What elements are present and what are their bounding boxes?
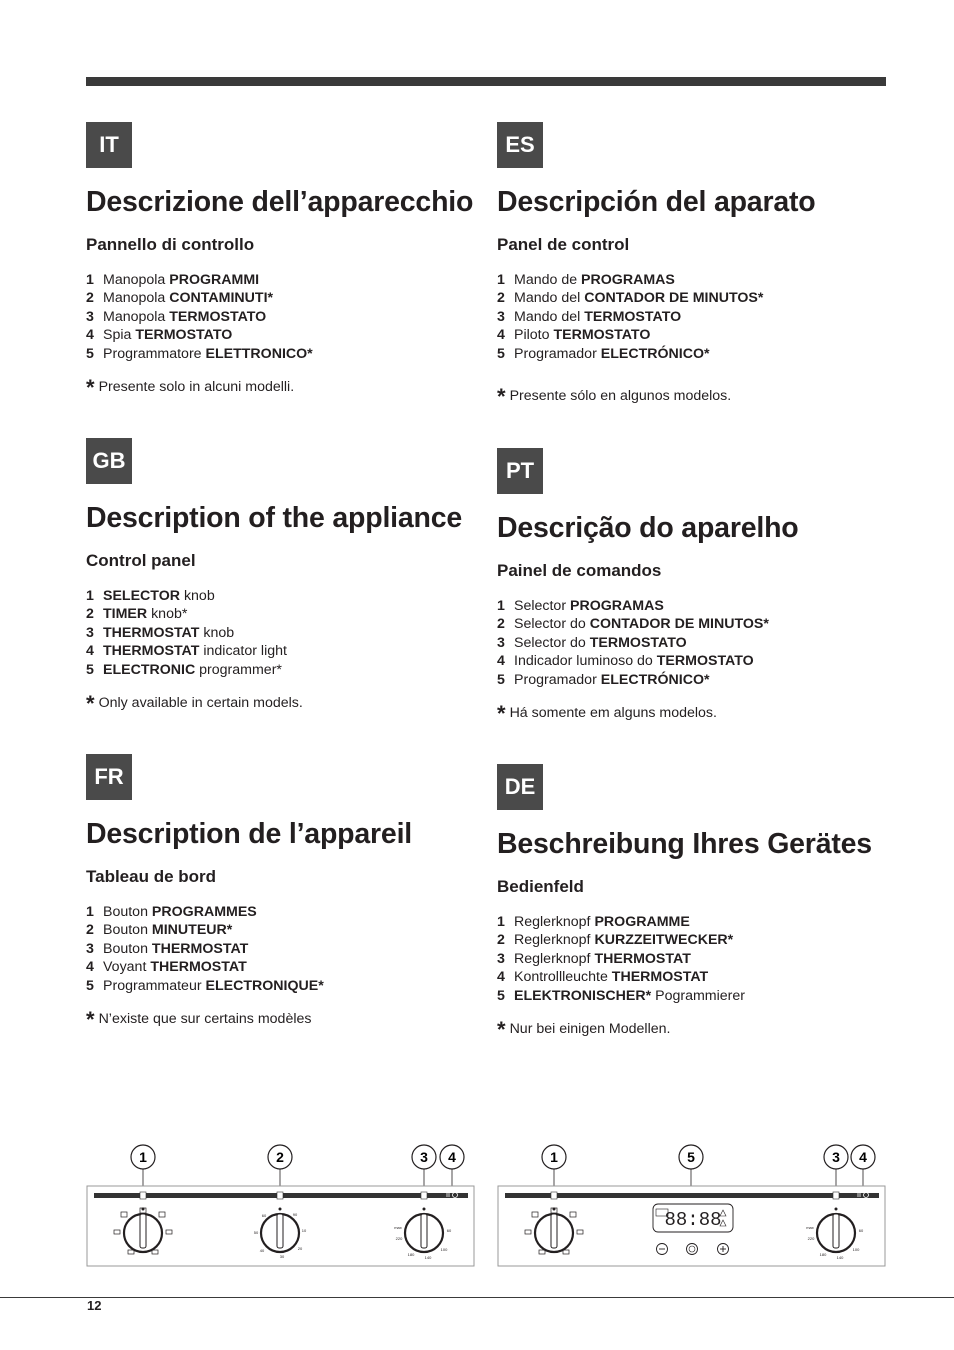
minus-button-icon bbox=[657, 1244, 668, 1255]
footnote: * Nur bei einigen Modellen. bbox=[497, 1017, 671, 1042]
list-item bbox=[497, 326, 763, 344]
item-keyword: ELECTRÓNICO* bbox=[600, 671, 710, 688]
item-text: Selector do bbox=[514, 634, 590, 651]
item-keyword: THERMOSTAT bbox=[594, 950, 691, 967]
svg-text:140: 140 bbox=[836, 1255, 844, 1260]
section-es bbox=[497, 122, 887, 422]
item-suffix: indicator light bbox=[199, 643, 287, 660]
item-keyword: PROGRAMAS bbox=[570, 598, 664, 614]
list-item bbox=[497, 968, 745, 986]
svg-text:4: 4 bbox=[448, 1149, 456, 1165]
language-badge-de: DE bbox=[497, 764, 543, 810]
item-number: 1 bbox=[497, 914, 505, 930]
item-text: Reglerknopf bbox=[514, 914, 595, 930]
list-item bbox=[86, 289, 313, 307]
svg-text:60: 60 bbox=[858, 1228, 864, 1233]
list-item bbox=[497, 615, 769, 633]
svg-text:220: 220 bbox=[807, 1236, 815, 1241]
section-subtitle: Tableau de bord bbox=[86, 867, 217, 886]
footnote: * Há somente em alguns modelos. bbox=[497, 701, 717, 726]
item-text: Reglerknopf bbox=[514, 950, 595, 967]
item-number: 1 bbox=[86, 904, 94, 920]
component-list bbox=[497, 913, 745, 1005]
item-number: 3 bbox=[497, 634, 505, 651]
item-keyword: ELETTRONICO* bbox=[205, 345, 313, 362]
section-subtitle: Bedienfeld bbox=[497, 877, 584, 896]
item-number: 2 bbox=[497, 932, 505, 949]
item-suffix: knob* bbox=[147, 606, 188, 623]
svg-text:3: 3 bbox=[832, 1149, 840, 1165]
item-text: Piloto bbox=[514, 327, 554, 344]
svg-text:220: 220 bbox=[395, 1236, 403, 1241]
item-keyword: CONTAMINUTI* bbox=[169, 290, 274, 307]
item-keyword: PROGRAMMES bbox=[151, 904, 257, 920]
item-keyword: TERMOSTATO bbox=[589, 634, 687, 651]
section-title: Beschreibung Ihres Gerätes bbox=[497, 828, 872, 860]
item-text: Manopola bbox=[103, 290, 170, 307]
footnote: * Presente solo in alcuni modelli. bbox=[86, 375, 295, 400]
language-badge-fr: FR bbox=[86, 754, 132, 800]
clock-button-icon bbox=[687, 1244, 698, 1255]
list-item bbox=[497, 634, 769, 652]
item-text: Programador bbox=[514, 345, 601, 362]
component-list bbox=[86, 271, 313, 363]
list-item bbox=[497, 913, 745, 931]
section-title: Descrição do aparelho bbox=[497, 512, 799, 544]
item-suffix: programmer* bbox=[195, 661, 282, 678]
list-item bbox=[497, 931, 745, 949]
list-item bbox=[86, 958, 324, 976]
item-keyword: TERMOSTATO bbox=[135, 327, 233, 344]
item-number: 4 bbox=[497, 653, 505, 670]
item-number: 4 bbox=[86, 959, 94, 976]
item-text: Selector bbox=[514, 598, 570, 614]
list-item bbox=[497, 987, 745, 1005]
item-text: Manopola bbox=[103, 308, 170, 325]
list-item bbox=[86, 624, 287, 642]
svg-text:3: 3 bbox=[420, 1149, 428, 1165]
list-item bbox=[86, 940, 324, 958]
section-it bbox=[86, 122, 476, 412]
item-text: Mando del bbox=[514, 290, 585, 307]
item-text: Kontrollleuchte bbox=[514, 969, 612, 986]
list-item bbox=[86, 605, 287, 623]
item-keyword: THERMOSTAT bbox=[611, 969, 709, 986]
item-keyword: ELECTRONIQUE* bbox=[205, 977, 324, 994]
item-number: 1 bbox=[497, 598, 505, 614]
language-badge-pt: PT bbox=[497, 448, 543, 494]
footnote: * N’existe que sur certains modèles bbox=[86, 1007, 312, 1032]
item-keyword: TERMOSTATO bbox=[169, 308, 267, 325]
plus-button-icon bbox=[718, 1244, 729, 1255]
item-keyword: TERMOSTATO bbox=[656, 653, 754, 670]
component-list bbox=[86, 587, 287, 679]
item-keyword: KURZZEITWECKER* bbox=[594, 932, 734, 949]
section-subtitle: Pannello di controllo bbox=[86, 235, 255, 254]
item-number: 4 bbox=[497, 969, 505, 986]
item-number: 5 bbox=[86, 661, 94, 678]
section-title: Description de l’appareil bbox=[86, 818, 413, 850]
svg-text:180: 180 bbox=[819, 1252, 827, 1257]
svg-text:100: 100 bbox=[440, 1247, 448, 1252]
component-list bbox=[497, 597, 769, 689]
item-number: 3 bbox=[497, 950, 505, 967]
item-text: Programmateur bbox=[103, 977, 206, 994]
list-item bbox=[86, 345, 313, 363]
svg-text:5: 5 bbox=[687, 1149, 695, 1165]
svg-text:60: 60 bbox=[261, 1213, 267, 1218]
item-text: Voyant bbox=[103, 959, 151, 976]
svg-text:max: max bbox=[394, 1225, 402, 1230]
item-text: Programador bbox=[514, 671, 601, 688]
item-keyword: THERMOSTAT bbox=[103, 624, 200, 641]
svg-text:2: 2 bbox=[276, 1149, 284, 1165]
item-keyword: ELEKTRONISCHER* bbox=[514, 987, 652, 1004]
item-number: 1 bbox=[86, 272, 94, 288]
item-number: 5 bbox=[497, 671, 505, 688]
item-number: 1 bbox=[497, 272, 505, 288]
item-keyword: THERMOSTAT bbox=[151, 940, 249, 957]
footnote: * Presente sólo en algunos modelos. bbox=[497, 384, 732, 409]
item-keyword: THERMOSTAT bbox=[103, 643, 200, 660]
svg-text:max: max bbox=[806, 1225, 814, 1230]
language-badge-it: IT bbox=[86, 122, 132, 168]
item-number: 1 bbox=[86, 588, 94, 604]
list-item bbox=[86, 271, 313, 289]
item-text: Mando de bbox=[514, 272, 582, 288]
item-number: 3 bbox=[86, 624, 94, 641]
svg-text:4: 4 bbox=[859, 1149, 867, 1165]
footnote: * Only available in certain models. bbox=[86, 691, 303, 716]
item-keyword: THERMOSTAT bbox=[150, 959, 247, 976]
item-number: 2 bbox=[497, 290, 505, 307]
section-title: Descripción del aparato bbox=[497, 186, 816, 218]
item-number: 4 bbox=[86, 327, 94, 344]
item-text: Reglerknopf bbox=[514, 932, 595, 949]
section-de bbox=[497, 764, 887, 1054]
list-item bbox=[86, 661, 287, 679]
component-list bbox=[497, 271, 763, 363]
svg-text:10: 10 bbox=[301, 1228, 307, 1233]
component-list bbox=[86, 903, 324, 995]
item-text: Bouton bbox=[103, 922, 152, 939]
svg-text:1: 1 bbox=[139, 1149, 147, 1165]
item-number: 3 bbox=[86, 940, 94, 957]
language-badge-gb: GB bbox=[86, 438, 132, 484]
item-number: 3 bbox=[497, 308, 505, 325]
footer-rule bbox=[0, 1297, 954, 1298]
item-number: 5 bbox=[86, 345, 94, 362]
svg-text:60: 60 bbox=[446, 1228, 452, 1233]
item-number: 2 bbox=[86, 290, 94, 307]
page-number: 12 bbox=[87, 1298, 102, 1313]
item-text: Bouton bbox=[103, 940, 152, 957]
list-item bbox=[497, 271, 763, 289]
section-gb bbox=[86, 438, 476, 728]
item-keyword: SELECTOR bbox=[103, 588, 180, 604]
section-pt bbox=[497, 448, 887, 738]
section-title: Description of the appliance bbox=[86, 502, 463, 534]
list-item bbox=[86, 977, 324, 995]
control-panel-diagram-electronic bbox=[497, 1140, 887, 1270]
list-item bbox=[497, 345, 763, 363]
item-number: 5 bbox=[497, 987, 505, 1004]
list-item bbox=[86, 587, 287, 605]
list-item bbox=[497, 289, 763, 307]
svg-text:88:88: 88:88 bbox=[664, 1209, 722, 1231]
top-rule bbox=[86, 77, 886, 86]
electronic-programmer-display bbox=[653, 1204, 733, 1232]
list-item bbox=[86, 642, 287, 660]
language-badge-es: ES bbox=[497, 122, 543, 168]
list-item bbox=[86, 326, 313, 344]
item-number: 2 bbox=[497, 616, 505, 633]
item-keyword: ELECTRÓNICO* bbox=[600, 345, 710, 362]
list-item bbox=[497, 950, 745, 968]
item-keyword: TERMOSTATO bbox=[553, 327, 651, 344]
item-keyword: ELECTRONIC bbox=[103, 661, 196, 678]
item-text: Manopola bbox=[103, 272, 170, 288]
svg-text:20: 20 bbox=[297, 1246, 303, 1251]
item-keyword: CONTADOR DE MINUTOS* bbox=[584, 290, 764, 307]
list-item bbox=[497, 308, 763, 326]
list-item bbox=[497, 671, 769, 689]
svg-text:30: 30 bbox=[279, 1254, 285, 1259]
svg-text:1: 1 bbox=[550, 1149, 558, 1165]
item-number: 4 bbox=[86, 643, 94, 660]
section-subtitle: Panel de control bbox=[497, 235, 630, 254]
list-item bbox=[86, 308, 313, 326]
item-text: Programmatore bbox=[103, 345, 206, 362]
item-text: Spia bbox=[103, 327, 136, 344]
item-number: 4 bbox=[497, 327, 505, 344]
item-keyword: PROGRAMAS bbox=[581, 272, 675, 288]
item-number: 5 bbox=[497, 345, 505, 362]
item-number: 5 bbox=[86, 977, 94, 994]
item-suffix: Pogrammierer bbox=[651, 987, 745, 1004]
svg-text:180: 180 bbox=[407, 1252, 415, 1257]
item-keyword: MINUTEUR* bbox=[151, 922, 233, 939]
list-item bbox=[86, 903, 324, 921]
section-title: Descrizione dell’apparecchio bbox=[86, 186, 474, 218]
item-keyword: PROGRAMME bbox=[594, 914, 690, 930]
item-suffix: knob bbox=[180, 588, 215, 604]
svg-text:40: 40 bbox=[259, 1248, 265, 1253]
item-text: Selector do bbox=[514, 616, 590, 633]
item-number: 3 bbox=[86, 308, 94, 325]
list-item bbox=[86, 921, 324, 939]
section-subtitle: Control panel bbox=[86, 551, 196, 570]
item-number: 2 bbox=[86, 606, 94, 623]
item-keyword: CONTADOR DE MINUTOS* bbox=[589, 616, 769, 633]
svg-text:50: 50 bbox=[253, 1230, 259, 1235]
section-fr bbox=[86, 754, 476, 1044]
item-number: 2 bbox=[86, 922, 94, 939]
item-keyword: TERMOSTATO bbox=[584, 308, 682, 325]
section-subtitle: Painel de comandos bbox=[497, 561, 662, 580]
item-text: Mando del bbox=[514, 308, 585, 325]
list-item bbox=[497, 597, 769, 615]
list-item bbox=[497, 652, 769, 670]
item-keyword: TIMER bbox=[103, 606, 148, 623]
svg-text:90: 90 bbox=[292, 1212, 298, 1217]
item-text: Indicador luminoso do bbox=[514, 653, 657, 670]
item-keyword: PROGRAMMI bbox=[169, 272, 260, 288]
item-text: Bouton bbox=[103, 904, 152, 920]
svg-text:100: 100 bbox=[852, 1247, 860, 1252]
item-suffix: knob bbox=[199, 624, 235, 641]
control-panel-diagram-mechanical bbox=[86, 1140, 476, 1270]
svg-text:140: 140 bbox=[424, 1255, 432, 1260]
